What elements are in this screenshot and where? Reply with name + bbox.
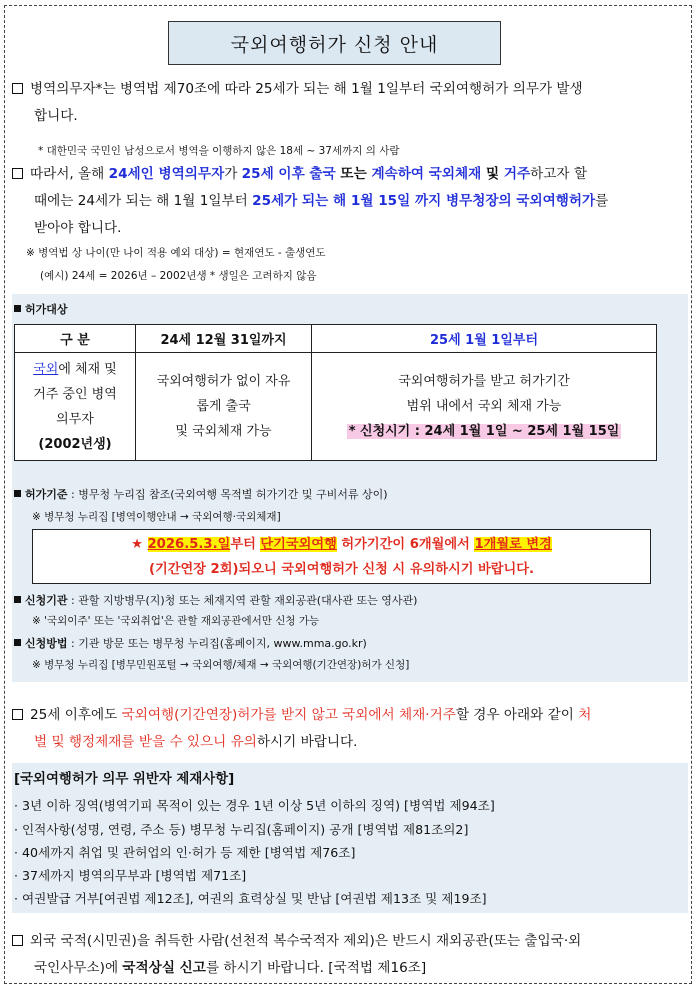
text-run: 외국 국적(시민권)을 취득한 사람(선천적 복수국적자 제외)은 반드시 재외공관(또는 출입국·외	[30, 933, 582, 949]
method-label	[14, 636, 367, 652]
text-run: 의무자	[56, 411, 94, 427]
text-run: 범위 내에서 국외 체재 가능	[406, 399, 562, 414]
square-bullet-icon	[14, 639, 21, 646]
permission-table	[14, 324, 657, 461]
text-run: 또는	[335, 166, 372, 182]
text-run: 때에는 24세가 되는 해 1월 1일부터	[34, 193, 253, 209]
table-row	[15, 353, 657, 461]
text-run: 25세 이후 출국	[241, 166, 336, 182]
text-run: 롭게 출국	[196, 399, 251, 414]
violations-title: [국외여행허가 의무 위반자 제재사항]	[14, 772, 235, 787]
text-run: 받아야 합니다.	[34, 220, 122, 236]
age-example: (예시) 24세 = 2026년 – 2002년생 * 생일은 고려하지 않음	[40, 270, 317, 282]
method-sub: ※ 병무청 누리집 [병무민원포털 → 국외여행/체재 → 국외여행(기간연장)허가 신청]	[32, 659, 410, 671]
paragraph-deadline	[12, 161, 690, 242]
text-run: 계속하여 국외체재	[371, 166, 482, 182]
table-cell	[15, 353, 136, 461]
star-icon: ★	[131, 537, 148, 552]
text-run: 2026.5.3.일	[147, 537, 231, 552]
text-run: 하시기 바랍니다.	[256, 734, 358, 750]
age-note: ※ 병역법 상 나이(만 나이 적용 예외 대상) = 현재연도 - 출생연도	[26, 247, 326, 259]
text-run: 를 하시기 바랍니다. [국적법 제16조]	[205, 960, 427, 976]
checkbox-bullet-icon	[12, 168, 23, 179]
target-label	[14, 302, 68, 318]
checkbox-bullet-icon	[12, 709, 23, 720]
header-cell: 구 분	[15, 325, 136, 353]
criteria-label	[14, 487, 388, 503]
text-run: 에 체재 및	[58, 361, 117, 377]
text-run: (기간연장 2회)되오니 국외여행허가 신청 시 유의하시기 바랍니다.	[148, 562, 534, 577]
section-title: 신청방법	[25, 637, 68, 650]
text-run: : 병무청 누리집 참조(국외여행 목적별 허가기간 및 구비서류 상이)	[67, 488, 388, 501]
text-run: 를	[595, 193, 609, 209]
obligation-note: * 대한민국 국민인 남성으로서 병역을 이행하지 않은 18세 ~ 37세까지 의 사람	[38, 145, 400, 157]
text-run: 국외여행허가를 받고 허가기간	[398, 374, 570, 389]
list-item: · 인적사항(성명, 연령, 주소 등) 병무청 누리집(홈페이지) 공개 [병역법 제81조의2]	[14, 822, 469, 837]
checkbox-bullet-icon	[12, 935, 23, 946]
text-run: 부터	[230, 537, 261, 552]
text-run: 국적상실 신고	[122, 960, 206, 976]
text-run: 하고자 할	[530, 166, 587, 182]
text-run: 및	[481, 166, 504, 182]
list-item: · 여권발급 거부[여권법 제12조], 여권의 효력상실 및 반납 [여권법 제13조 및 제19조]	[14, 891, 487, 906]
section-title: 허가기준	[25, 488, 68, 501]
text-run: : 기관 방문 또는 병무청 누리집(홈페이지, www.mma.go.kr)	[67, 637, 367, 650]
header-cell: 24세 12월 31일까지	[136, 325, 312, 353]
list-item: · 37세까지 병역의무부과 [병역법 제71조]	[14, 868, 247, 883]
page-title: 국외여행허가 신청 안내	[168, 21, 501, 65]
table-header-row	[15, 325, 657, 353]
square-bullet-icon	[14, 596, 21, 603]
square-bullet-icon	[14, 490, 21, 497]
change-notice	[32, 529, 651, 584]
text-run: 가	[224, 166, 242, 182]
obligation-line-1: 병역의무자*는 병역법 제70조에 따라 25세가 되는 해 1월 1일부터 국외여행허가 의무가 발생	[30, 81, 583, 97]
text-run: : 관할 지방병무(지)청 또는 체재지역 관할 재외공관(대사관 또는 영사관)	[67, 594, 418, 607]
text-run: 단기국외여행	[260, 537, 337, 552]
text-run: 1개월로 변경	[474, 537, 552, 552]
section-title: 신청기관	[25, 594, 68, 607]
list-item: · 40세까지 취업 및 관허업의 인·허가 등 제한 [병역법 제76조]	[14, 845, 356, 860]
obligation-line-2: 합니다.	[34, 108, 78, 124]
agency-sub: ※ '국외이주' 또는 '국외취업'은 관할 재외공관에서만 신청 가능	[32, 615, 320, 627]
text-run: 따라서, 올해	[30, 166, 109, 182]
text-run: (2002년생)	[38, 436, 112, 452]
text-run: 24세인 병역의무자	[108, 166, 225, 182]
text-run: 국외	[33, 361, 59, 377]
paragraph-penalty	[12, 702, 690, 756]
list-item: · 3년 이하 징역(병역기피 목적이 있는 경우 1년 이상 5년 이하의 징역) [병역법 제94조]	[14, 798, 495, 813]
text-run: 거주	[503, 166, 531, 182]
paragraph-obligation	[12, 76, 690, 130]
header-cell: 25세 1월 1일부터	[312, 325, 657, 353]
paragraph-nationality	[12, 928, 690, 982]
text-run: 처	[578, 707, 592, 723]
text-run: 25세가 되는 해 1월 15일 까지 병무청장의 국외여행허가	[252, 193, 596, 209]
criteria-sub: ※ 병무청 누리집 [병역이행안내 → 국외여행·국외체재]	[32, 511, 281, 523]
text-run: 국외여행허가 없이 자유	[156, 374, 291, 389]
text-run: 벌 및 행정제재를 받을 수 있으니 유의	[34, 734, 257, 750]
section-title: 허가대상	[25, 303, 68, 316]
table-cell	[312, 353, 657, 461]
text-run: 거주 중인 병역	[33, 386, 117, 402]
agency-label	[14, 593, 417, 609]
text-run: 25세 이후에도	[30, 707, 122, 723]
text-run: 국외여행(기간연장)허가를 받지 않고 국외에서 체재·거주	[121, 707, 456, 723]
text-run: 및 국외체재 가능	[175, 424, 272, 439]
text-run: 국인사무소)에	[34, 960, 123, 976]
square-bullet-icon	[14, 305, 21, 312]
table-cell	[136, 353, 312, 461]
text-run: 할 경우 아래와 같이	[455, 707, 579, 723]
text-run: 허가기간이 6개월에서	[336, 537, 475, 552]
checkbox-bullet-icon	[12, 83, 23, 94]
application-period: * 신청시기 : 24세 1월 1일 ~ 25세 1월 15일	[348, 424, 620, 439]
